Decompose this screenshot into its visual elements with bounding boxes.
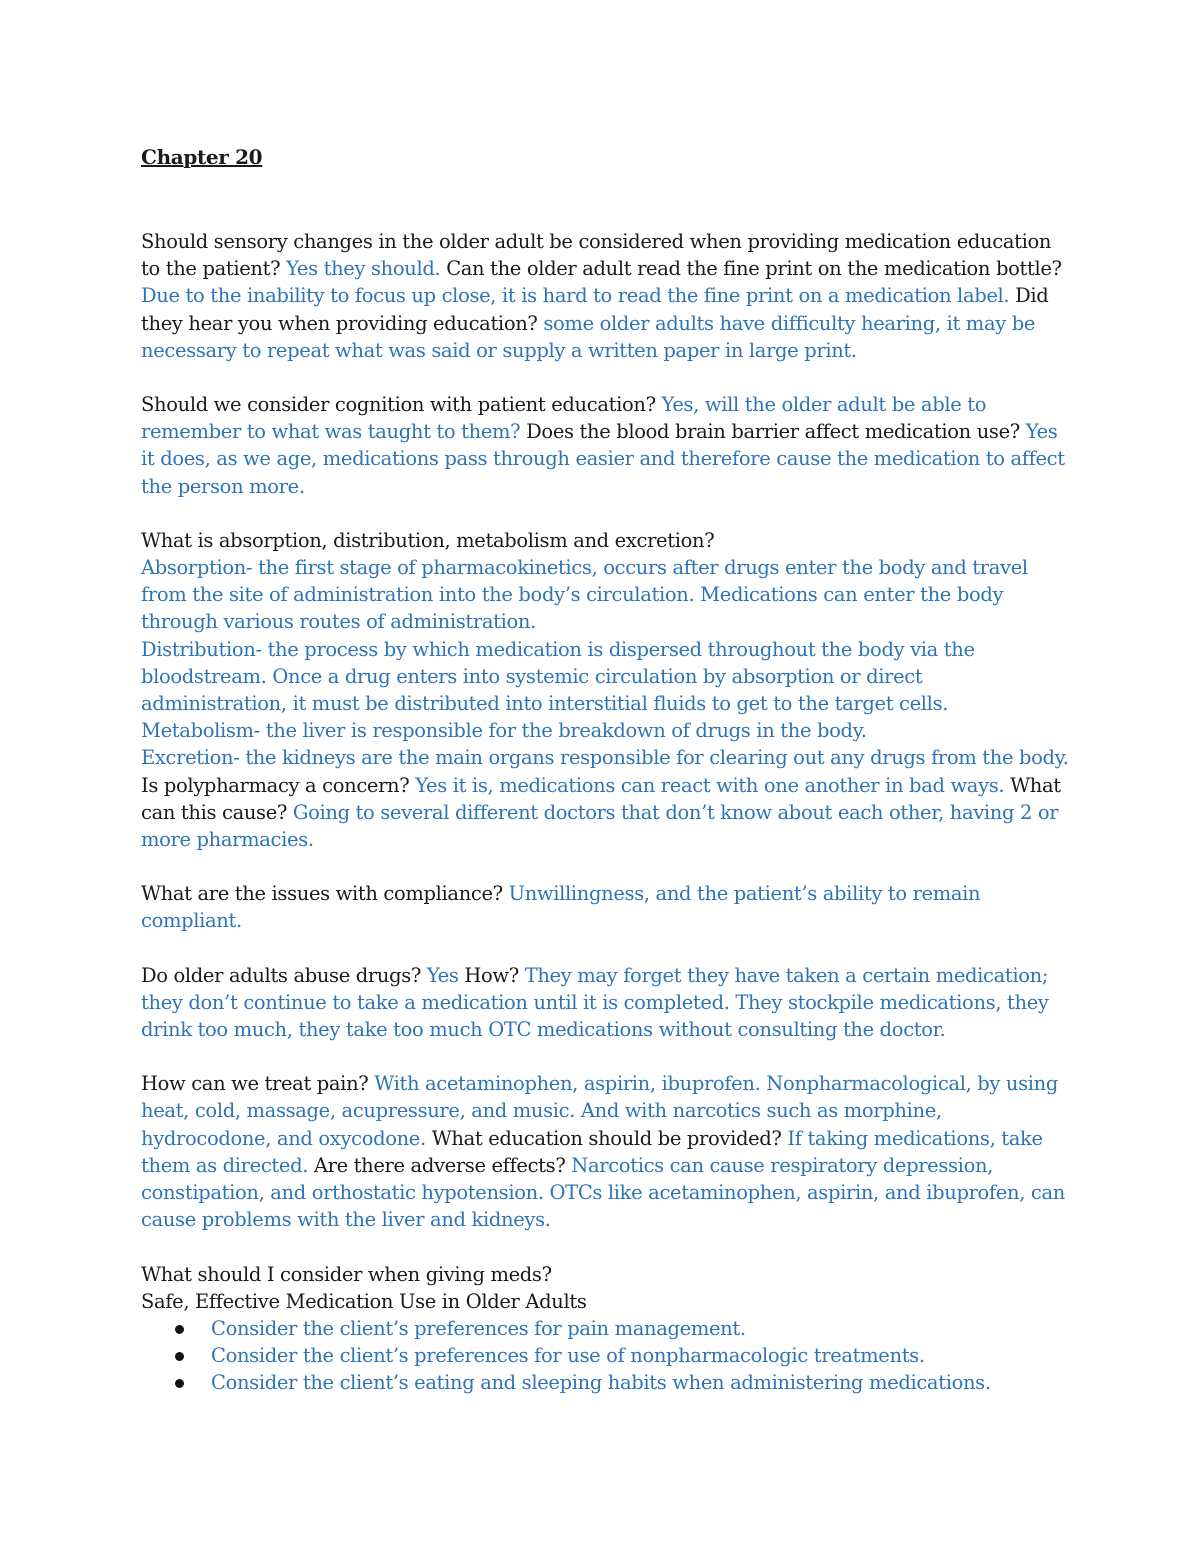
excretion-definition: Excretion- the kidneys are the main organs responsible for clearing out any drugs from the body.	[141, 746, 1069, 770]
pain-paragraph	[141, 1070, 1071, 1233]
question-text: What are the issues with compliance?	[141, 882, 509, 906]
question-text: Do older adults abuse drugs?	[141, 963, 427, 987]
question-text: What can this cause?	[141, 773, 1061, 824]
answer-text: Unwillingness, and the patient’s ability to remain compliant.	[141, 882, 981, 933]
answer-text: some older adults have difficulty hearing, it may be necessary to repeat what was said or supply a written paper in large print.	[141, 311, 1036, 362]
document-body	[141, 140, 1071, 1397]
question-text: Did they hear you when providing education?	[141, 284, 1049, 335]
question-text: Should sensory changes in the older adult be considered when providing medication education to the patient?	[141, 230, 1052, 281]
bullet-text: Consider the client’s eating and sleeping habits when administering medications.	[211, 1371, 991, 1395]
sensory-paragraph	[141, 228, 1071, 364]
answer-text: With acetaminophen, aspirin, ibuprofen. Nonpharmacological, by using heat, cold, massage, acupressure, and music. And with narcotics such as morphine, hydrocodone, and oxycodone.	[141, 1072, 1059, 1150]
absorption-definition: Absorption- the first stage of pharmacokinetics, occurs after drugs enter the body and travel from the site of administration into the body’s circulation. Medications can enter the body through various routes of administration.	[141, 556, 1028, 634]
compliance-paragraph	[141, 880, 1071, 934]
question-text: Is polypharmacy a concern?	[141, 773, 416, 797]
chapter-title: Chapter 20	[141, 145, 263, 169]
abuse-paragraph	[141, 962, 1071, 1044]
answer-text: Going to several different doctors that don’t know about each other, having 2 or more pharmacies.	[141, 800, 1059, 852]
question-text: What education should be provided?	[431, 1126, 788, 1150]
bullet-icon	[175, 1379, 184, 1388]
meds-subtitle: Safe, Effective Medication Use in Older Adults	[141, 1289, 587, 1313]
question-text: Should we consider cognition with patient education?	[141, 393, 662, 417]
question-text: Can the older adult read the fine print on the medication bottle?	[446, 257, 1062, 281]
question-text: How?	[464, 963, 525, 987]
answer-text: Narcotics can cause respiratory depression, constipation, and orthostatic hypotension. OTCs like acetaminophen, aspirin, and ibuprofen, can cause problems with the liver and kidneys.	[141, 1153, 1065, 1232]
question-text: How can we treat pain?	[141, 1072, 375, 1096]
list-item	[141, 1342, 1071, 1369]
answer-text: Yes, will the older adult be able to remember to what was taught to them?	[141, 393, 987, 444]
answer-text: Yes it is, medications can react with one another in bad ways.	[415, 773, 1011, 797]
answer-text: Yes	[426, 963, 465, 987]
question-text: Does the blood brain barrier affect medication use?	[526, 420, 1026, 444]
adme-question: What is absorption, distribution, metabolism and excretion?	[141, 528, 715, 552]
answer-text: Yes they should.	[286, 257, 447, 281]
answer-text: They may forget they have taken a certain medication; they don’t continue to take a medication until it is completed. They stockpile medications, they drink too much, they take too much OTC medications without consulting the doctor.	[141, 963, 1049, 1042]
bullet-text: Consider the client’s preferences for use of nonpharmacologic treatments.	[211, 1344, 925, 1368]
answer-text: Due to the inability to focus up close, it is hard to read the fine print on a medication label.	[141, 284, 1016, 308]
metabolism-definition: Metabolism- the liver is responsible for the breakdown of drugs in the body.	[141, 719, 867, 743]
list-item	[141, 1315, 1071, 1342]
meds-bullet-list	[141, 1315, 1071, 1397]
list-item	[141, 1369, 1071, 1396]
cognition-paragraph	[141, 391, 1071, 500]
meds-question: What should I consider when giving meds?	[141, 1262, 552, 1286]
bullet-icon	[175, 1325, 184, 1334]
question-text: Are there adverse effects?	[313, 1153, 572, 1177]
bullet-text: Consider the client’s preferences for pain management.	[211, 1316, 746, 1340]
answer-text: Yes it does, as we age, medications pass through easier and therefore cause the medication to affect the person more.	[141, 420, 1065, 498]
bullet-icon	[175, 1352, 184, 1361]
polypharmacy-paragraph	[141, 772, 1071, 854]
answer-text: If taking medications, take them as directed.	[141, 1126, 1043, 1177]
distribution-definition: Distribution- the process by which medication is dispersed throughout the body via the bloodstream. Once a drug enters into systemic circulation by absorption or direct administration, it must be distributed into interstitial fluids to get to the target cells.	[141, 637, 975, 716]
